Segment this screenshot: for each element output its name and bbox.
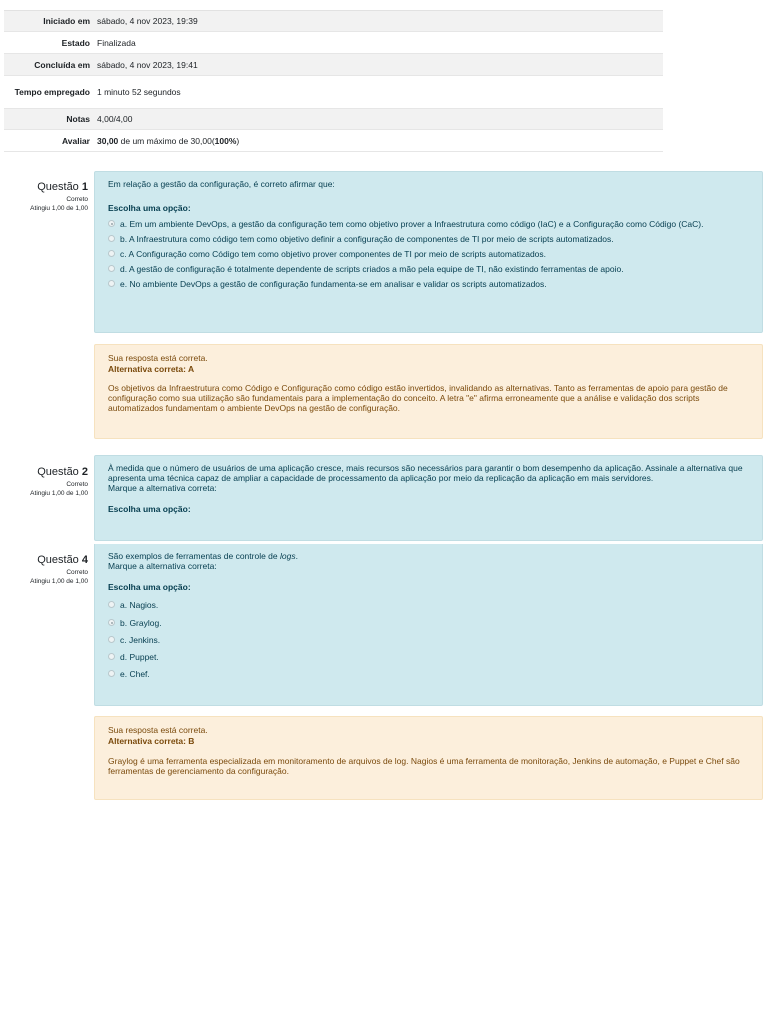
answer-prompt: Escolha uma opção:: [108, 203, 191, 213]
option-label: d. A gestão de configuração é totalmente dependente de scripts criados a mão pela equipe de TI, não existindo ferramentas de apoio.: [120, 264, 624, 274]
question-1-feedback: [94, 344, 763, 439]
answer-option-a[interactable]: [108, 219, 749, 229]
question-number: [4, 180, 88, 194]
summary-row-grade: [4, 130, 663, 152]
question-state: Correto: [66, 481, 88, 488]
question-text-part: .: [295, 551, 298, 561]
radio-icon[interactable]: [108, 250, 115, 257]
option-label: e. No ambiente DevOps a gestão de configuração fundamenta-se em analisar e validar os scripts automatizados.: [120, 279, 547, 289]
summary-row-state: [4, 32, 663, 54]
answer-prompt: Escolha uma opção:: [108, 582, 191, 592]
feedback-status: Sua resposta está correta.: [108, 725, 208, 735]
question-text-part: São exemplos de ferramentas de controle de: [108, 551, 280, 561]
summary-value: 4,00/4,00: [97, 114, 133, 124]
question-number-value: 1: [81, 181, 88, 193]
question-text: [108, 551, 749, 561]
summary-row-marks: [4, 109, 663, 130]
summary-key: Notas: [66, 114, 90, 124]
question-4-info: [4, 553, 88, 586]
radio-selected-icon[interactable]: [108, 619, 115, 626]
answer-prompt: Escolha uma opção:: [108, 504, 191, 514]
question-number-value: 2: [81, 466, 88, 478]
summary-row-started: [4, 11, 663, 32]
summary-value: sábado, 4 nov 2023, 19:41: [97, 59, 198, 70]
feedback-explanation: Os objetivos da Infraestrutura como Código e Configuração como código estão invertidos, invalidando as alternativas. Tanto as ferramentas de apoio para gestão de configuração como sua utilização são fundamentais para a implementação do conceito. A letra "e" afirma erroneamente que a análise e validação dos scripts automatizados fundamentam o ambiente DevOps na gestão de configuração.: [108, 383, 728, 413]
answer-option-c[interactable]: [108, 249, 749, 259]
answer-option-d[interactable]: [108, 652, 749, 662]
radio-icon[interactable]: [108, 235, 115, 242]
question-4-content: [94, 544, 763, 706]
summary-key: Tempo empregado: [14, 87, 90, 97]
question-number: [4, 465, 88, 479]
summary-row-time: [4, 76, 663, 109]
option-label: a. Nagios.: [120, 600, 159, 610]
question-1-info: [4, 180, 88, 213]
summary-value: sábado, 4 nov 2023, 19:39: [97, 16, 198, 26]
grade-paren: ): [236, 135, 240, 146]
question-state: Correto: [66, 569, 88, 576]
question-2-content: [94, 455, 763, 541]
radio-selected-icon[interactable]: [108, 220, 115, 227]
radio-icon[interactable]: [108, 601, 115, 608]
summary-value: [97, 136, 239, 146]
grade-score: 30,00: [97, 135, 119, 146]
question-4-feedback: [94, 716, 763, 800]
answer-option-b[interactable]: [108, 234, 749, 244]
question-grade: Atingiu 1,00 de 1,00: [30, 490, 88, 497]
option-label: a. Em um ambiente DevOps, a gestão da configuração tem como objetivo prover a Infraestrutura como código (IaC) e a Configuração como Código (CaC).: [120, 219, 704, 229]
radio-icon[interactable]: [108, 636, 115, 643]
radio-icon[interactable]: [108, 653, 115, 660]
question-label: Questão: [37, 466, 79, 478]
question-2-info: [4, 465, 88, 498]
option-label: d. Puppet.: [120, 652, 159, 662]
question-text: À medida que o número de usuários de uma aplicação cresce, mais recursos são necessários para garantir o bom desempenho da aplicação. Assinale a alternativa que apresenta uma técnica capaz de ampliar a capacidade de processamento da aplicação por meio da replicação da aplicação em mais servidores.: [108, 463, 743, 483]
question-number: [4, 553, 88, 567]
summary-key: Iniciado em: [43, 16, 90, 26]
option-label: b. Graylog.: [120, 618, 162, 628]
question-grade: Atingiu 1,00 de 1,00: [30, 205, 88, 212]
answer-option-e[interactable]: [108, 669, 749, 679]
radio-icon[interactable]: [108, 265, 115, 272]
grade-max: de um máximo de 30,00(: [118, 135, 215, 146]
radio-icon[interactable]: [108, 670, 115, 677]
question-instruction: Marque a alternativa correta:: [108, 561, 217, 571]
option-label: e. Chef.: [120, 669, 150, 679]
summary-key: Avaliar: [61, 135, 90, 146]
summary-value: 1 minuto 52 segundos: [97, 87, 181, 97]
feedback-status: Sua resposta está correta.: [108, 353, 208, 363]
answer-option-c[interactable]: [108, 635, 749, 645]
feedback-correct-answer: Alternativa correta: B: [108, 736, 195, 746]
question-1-content: [94, 171, 763, 333]
question-grade: Atingiu 1,00 de 1,00: [30, 578, 88, 585]
option-label: c. A Configuração como Código tem como objetivo prover componentes de TI por meio de scripts automatizados.: [120, 249, 547, 259]
question-instruction: Marque a alternativa correta:: [108, 483, 217, 493]
feedback-explanation: Graylog é uma ferramenta especializada em monitoramento de arquivos de log. Nagios é uma ferramenta de monitoração, Jenkins de automação, e Puppet e Chef são ferramentas de gerenciamento da configuração.: [108, 756, 740, 776]
question-text: Em relação a gestão da configuração, é correto afirmar que:: [108, 179, 335, 189]
question-text-emphasis: logs: [280, 551, 296, 561]
grade-percent: 100%: [214, 135, 237, 146]
feedback-correct-answer: Alternativa correta: A: [108, 364, 195, 374]
attempt-summary-table: [4, 10, 663, 152]
answer-option-b[interactable]: [108, 618, 749, 628]
option-label: c. Jenkins.: [120, 635, 161, 645]
option-label: b. A Infraestrutura como código tem como objetivo definir a configuração de componentes de TI por meio de scripts automatizados.: [120, 234, 614, 244]
question-label: Questão: [37, 554, 79, 566]
question-state: Correto: [66, 196, 88, 203]
answer-option-d[interactable]: [108, 264, 749, 274]
summary-value: Finalizada: [97, 37, 136, 48]
answer-option-e[interactable]: [108, 279, 749, 289]
summary-key: Concluída em: [34, 59, 90, 70]
question-label: Questão: [37, 181, 79, 193]
question-number-value: 4: [81, 554, 88, 566]
summary-key: Estado: [61, 37, 90, 48]
summary-row-finished: [4, 54, 663, 76]
radio-icon[interactable]: [108, 280, 115, 287]
answer-option-a[interactable]: [108, 600, 749, 610]
